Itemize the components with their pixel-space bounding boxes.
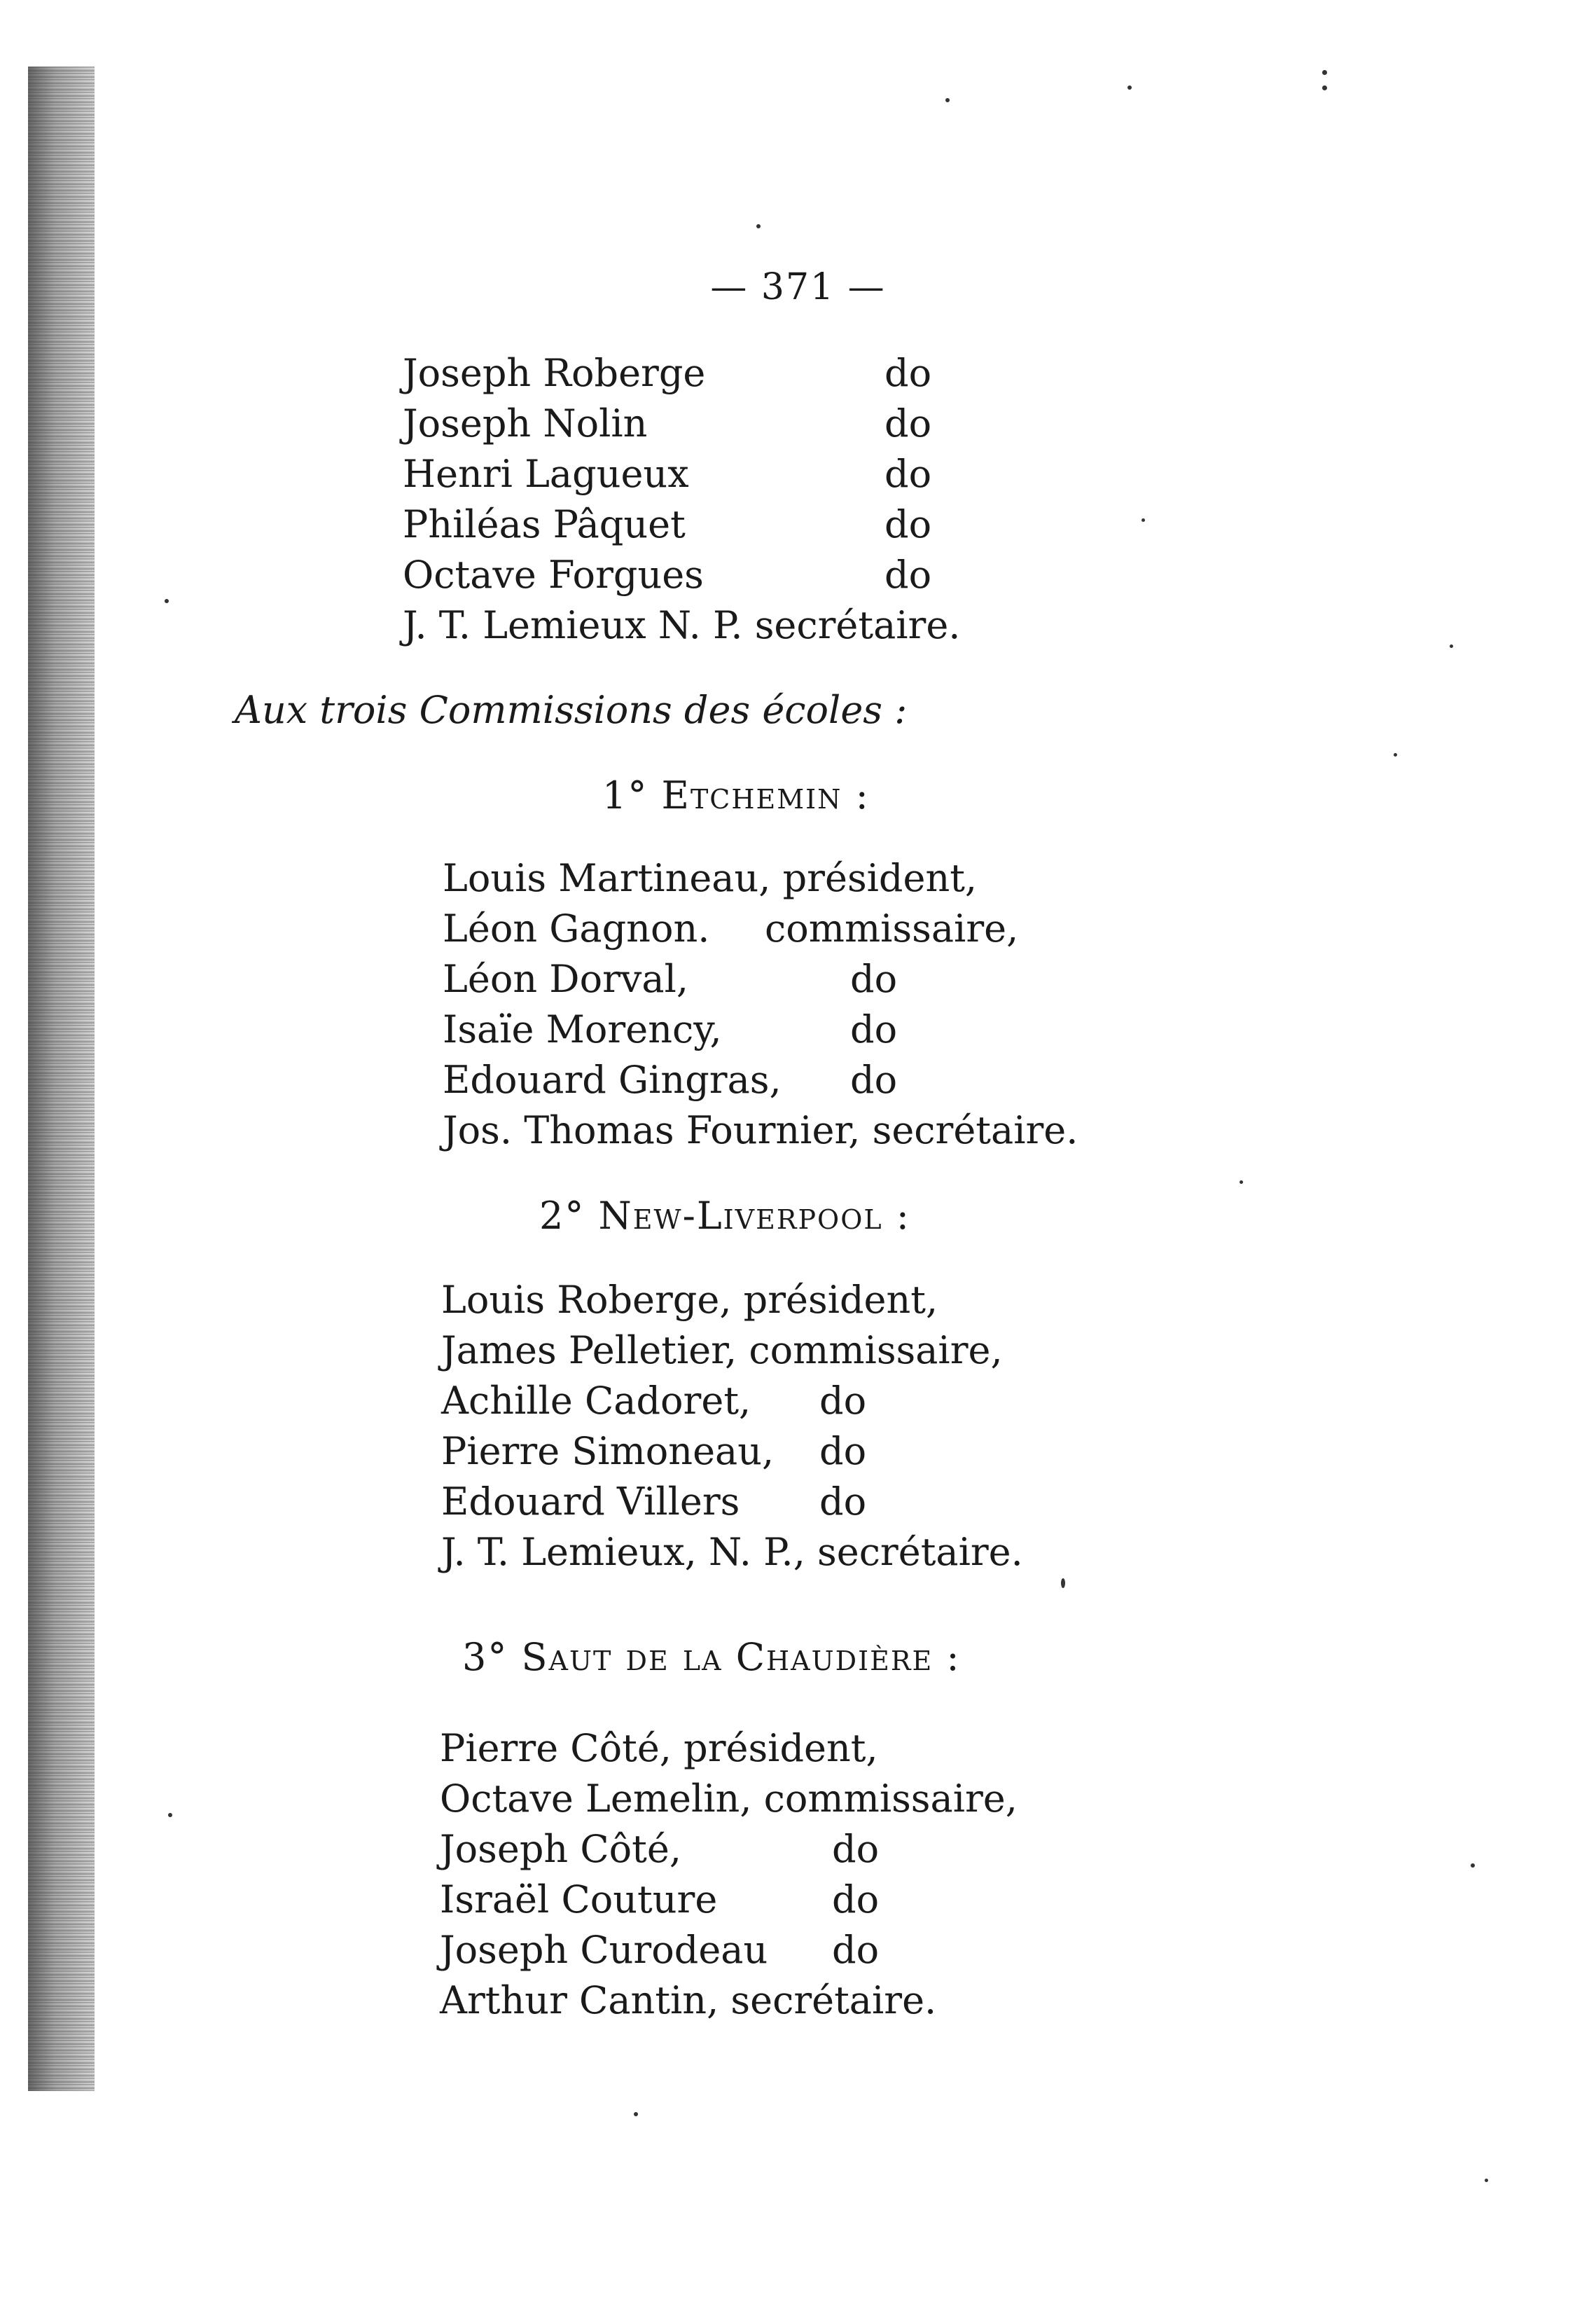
scan-speck: [1485, 2179, 1488, 2182]
member-name: Philéas Pâquet: [403, 502, 686, 546]
member-role: do: [850, 1058, 898, 1102]
member-role: do: [884, 351, 932, 395]
member-role: do: [884, 452, 932, 496]
member-role: do: [819, 1379, 867, 1423]
section-title: 2° New-Liverpool :: [539, 1194, 910, 1238]
member-role: do: [832, 1827, 880, 1871]
scan-speck: [1322, 85, 1327, 90]
member-role: do: [884, 502, 932, 546]
scan-speck: [165, 599, 169, 603]
member-name: Joseph Curodeau: [440, 1928, 768, 1972]
member-name: Edouard Villers: [441, 1479, 740, 1524]
member-role: do: [819, 1429, 867, 1473]
member-role: do: [884, 553, 932, 597]
section-title: 1° Etchemin :: [602, 773, 870, 818]
member-role: do: [832, 1877, 880, 1922]
member-role: do: [819, 1479, 867, 1524]
member-name: Edouard Gingras,: [443, 1058, 782, 1102]
scan-speck: [1240, 1180, 1243, 1184]
scan-speck: [1471, 1863, 1475, 1868]
member-name: J. T. Lemieux N. P. secrétaire.: [403, 603, 961, 647]
member-name: Louis Martineau, président,: [443, 856, 978, 900]
member-role: commissaire,: [765, 906, 1019, 951]
scan-speck: [1142, 518, 1145, 522]
member-role: do: [850, 1007, 898, 1051]
page-number: — 371 —: [710, 266, 886, 308]
member-role: do: [884, 401, 932, 446]
member-name: Jos. Thomas Fournier, secrétaire.: [443, 1108, 1078, 1152]
member-name: Isaïe Morency,: [443, 1007, 722, 1051]
member-name: Joseph Nolin: [403, 401, 648, 446]
section-title: 3° Saut de la Chaudière :: [462, 1635, 961, 1679]
member-name: Israël Couture: [440, 1877, 718, 1922]
page-binding-edge: [28, 67, 95, 2091]
member-name: Joseph Côté,: [440, 1827, 681, 1871]
member-name: Octave Forgues: [403, 553, 704, 597]
scan-speck: [634, 2112, 638, 2116]
scan-speck: [1127, 85, 1132, 90]
scan-speck: [1061, 1578, 1065, 1588]
member-name: Arthur Cantin, secrétaire.: [440, 1978, 937, 2022]
scan-speck: [945, 98, 950, 102]
member-name: J. T. Lemieux, N. P., secrétaire.: [441, 1530, 1023, 1574]
member-name: Louis Roberge, président,: [441, 1278, 938, 1322]
member-name: Henri Lagueux: [403, 452, 689, 496]
member-name: Léon Gagnon.: [443, 906, 710, 951]
member-name: Pierre Côté, président,: [440, 1726, 878, 1770]
member-name: Achille Cadoret,: [441, 1379, 751, 1423]
intro-heading: Aux trois Commissions des écoles :: [235, 688, 908, 732]
scan-speck: [756, 224, 761, 228]
member-name: Léon Dorval,: [443, 957, 689, 1001]
scan-speck: [1394, 753, 1397, 757]
member-name: Pierre Simoneau,: [441, 1429, 775, 1473]
member-name: James Pelletier, commissaire,: [441, 1328, 1003, 1372]
member-name: Octave Lemelin, commissaire,: [440, 1777, 1018, 1821]
scan-speck: [1322, 70, 1327, 75]
scan-speck: [168, 1813, 172, 1817]
member-name: Joseph Roberge: [403, 351, 706, 395]
member-role: do: [850, 957, 898, 1001]
member-role: do: [832, 1928, 880, 1972]
scan-speck: [1450, 644, 1453, 648]
